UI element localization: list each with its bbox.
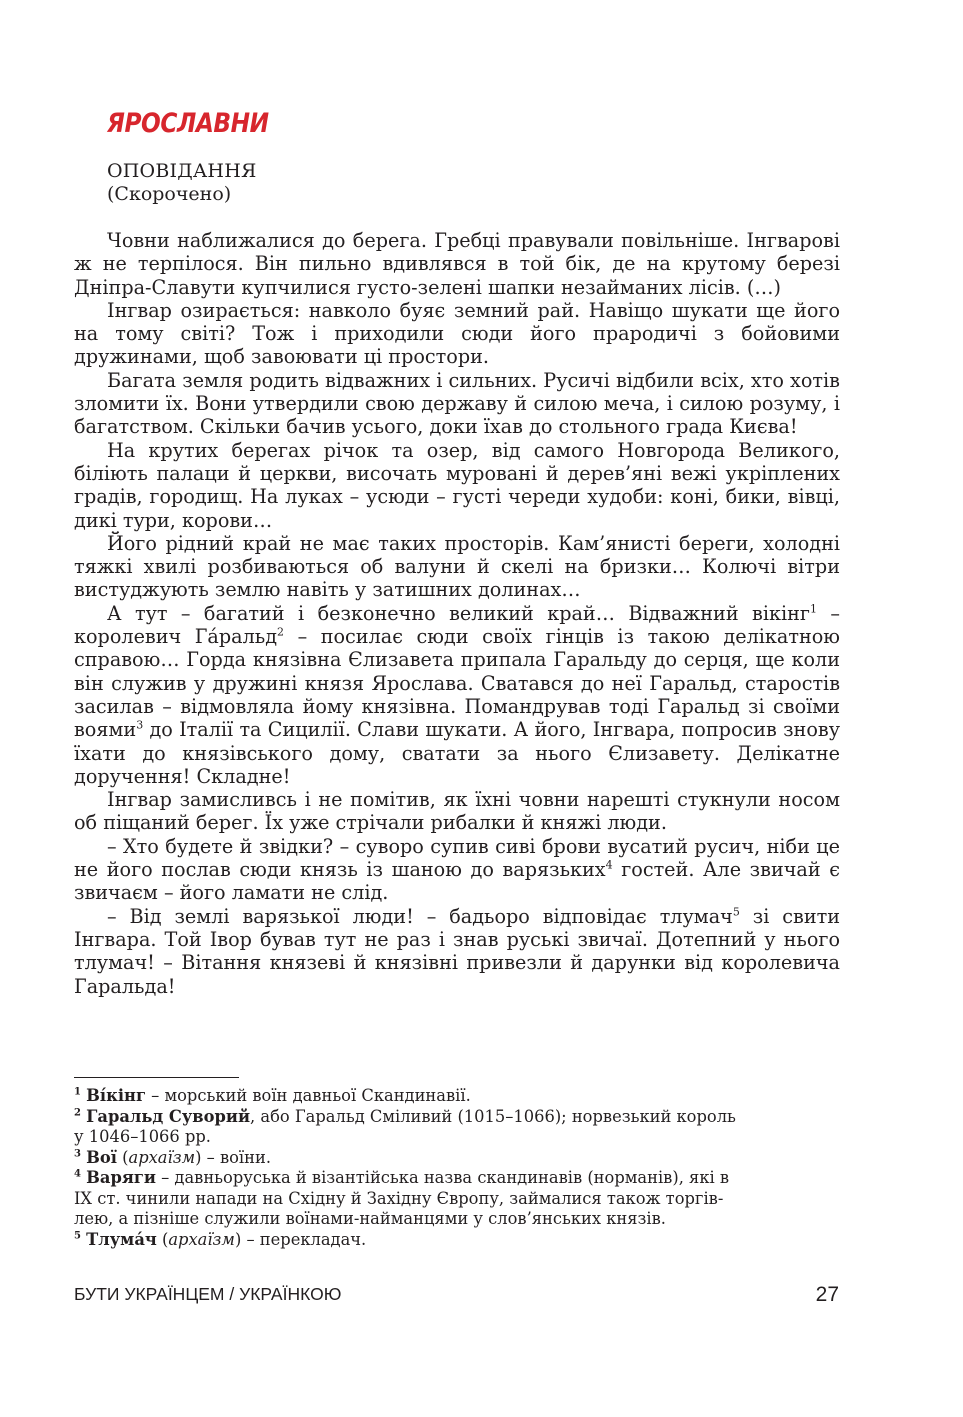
footnote-ref: 4 — [605, 858, 613, 872]
footnote: $^1$ Ві́кінг – морський воїн давньої Скандинавії. — [74, 1086, 471, 1105]
footnote-ref: 2 — [277, 625, 285, 639]
paragraph: – Хто будете й звідки? – суворо супив сиві брови вусатий русич, ніби це не його послав сюди князь із шаною до варязьких$^4$ гостей. Але звичай є звичаєм – його ламати не слід. — [74, 834, 840, 905]
story-title: ЯРОСЛАВНИ — [107, 108, 269, 139]
footnote: $^4$ Варяги – давньоруська й візантійська назва скандинавів (норманів), які в IX ст. чинили напади на Східну й Західну Європу, займалися також торгів- лею, а пізніше служили воїнами-найманцями у слов’янських князів. — [74, 1168, 730, 1228]
paragraph: Багата земля родить відважних і сильних. Русичі відбили всіх, хто хотів зломити їх. Вони утвердили свою державу й силою меча, і силою розуму, і багатством. Скільки бачив усього, доки їхав до стольного града Києва! — [74, 368, 840, 439]
abridged-note: (Скорочено) — [107, 183, 232, 205]
footnotes — [74, 1086, 834, 1250]
paragraph: А тут – багатий і безконечно великий край… Відважний вікінг$^1$ – королевич Га́ральд$^2$ – посилає сюди своїх гінців із такою делікатною справою… Горда князівна Єлизавета припала Гаральду до серця, ще коли він служив у дружині князя Ярослава. Сватався до неї Гаральд, старостів засилав – відмовляла йому князівна. Помандрував тоді Гаральд зі своїми воями$^3$ до Італії та Сицилії. Слави шукати. А його, Інгвара, попросив знову їхати до князівського дому, сватати за нього Єлизавету. Делікатне доручення! Складне! — [74, 601, 840, 788]
footnote-divider — [74, 1077, 239, 1078]
footnote-ref: 3 — [136, 718, 144, 732]
paragraph: Інгвар озирається: навколо буяє земний рай. Навіщо шукати ще його на тому світі? Тож і приходили сюди його прародичі з бойовими дружинами, щоб завоювати ці простори. — [74, 298, 840, 369]
footer-section-title: БУТИ УКРАЇНЦЕМ / УКРАЇНКОЮ — [74, 1284, 342, 1304]
paragraph: Інгвар замисливсь і не помітив, як їхні човни нарешті стукнули носом об піщаний берег. Їх уже стрічали рибалки й княжі люди. — [74, 788, 840, 835]
paragraph: На крутих берегах річок та озер, від самого Новгорода Великого, біліють палаци й церкви, височать муровані й дерев’яні вежі укріплених градів, городищ. На луках – усюди – густі череди худоби: коні, бики, вівці, дикі тури, корови… — [74, 438, 840, 532]
story-text — [74, 229, 840, 998]
footnote: $^5$ Тлума́ч (архаїзм) – перекладач. — [74, 1229, 367, 1249]
paragraph: Човни наближалися до берега. Гребці правували повільніше. Інгварові ж не терпілося. Він пильно вдивлявся в той бік, де на крутому березі Дніпра-Славути купчилися густо-зелені шапки незайманих лісів. (…) — [74, 229, 840, 299]
page-number: 27 — [815, 1283, 839, 1306]
footnote: $^2$ Гаральд Суворий, або Гаральд Сміливий (1015–1066); норвезький король у 1046–1066 рр. — [74, 1106, 736, 1146]
paragraph: Його рідний край не має таких просторів. Кам’янисті береги, холодні тяжкі хвилі розбиваються об валуни й скелі на бризки… Колючі вітри вистуджують землю навіть у затишних долинах… — [74, 531, 840, 602]
footnote: $^3$ Вої (архаїзм) – воїни. — [74, 1147, 272, 1167]
paragraph: – Від землі варязької люди! – бадьоро відповідає тлумач$^5$ зі свити Інгвара. Той Івор бував тут не раз і знав руські звичаї. Дотепний у нього тлумач! – Вітання князеві й князівні привезли й дарунки від королевича Гаральда! — [74, 904, 841, 998]
genre-label: ОПОВІДАННЯ — [107, 160, 257, 182]
footnote-ref: 5 — [732, 905, 740, 919]
footnote-ref: 1 — [809, 602, 817, 616]
